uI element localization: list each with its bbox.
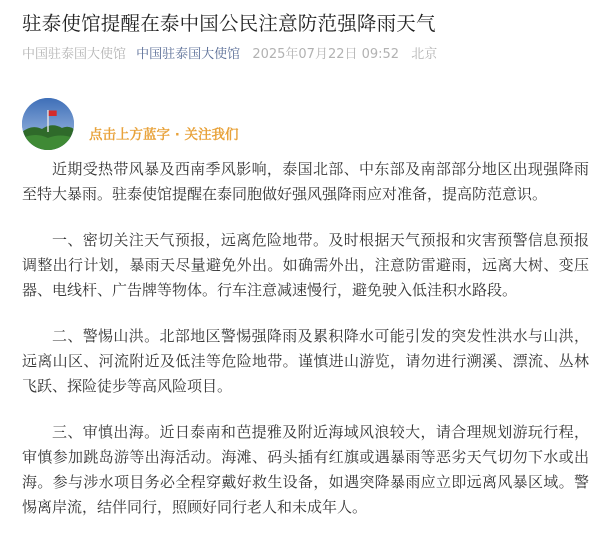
paragraph-sea-travel: 三、审慎出海。近日泰南和芭提雅及附近海域风浪较大，请合理规划游玩行程，审慎参加跳岛游等出海活动。海滩、码头插有红旗或遇暴雨等恶劣天气切勿下水或出海。参与涉水项目务必全程穿戴好救生设备，如遇突降暴雨应立即远离风暴区域。警惕离岸流，结伴同行，照顾好同行老人和未成年人。 bbox=[22, 423, 589, 516]
paragraph-intro: 近期受热带风暴及西南季风影响，泰国北部、中东部及南部部分地区出现强降雨至特大暴雨。驻泰使馆提醒在泰同胞做好强风强降雨应对准备，提高防范意识。 bbox=[22, 160, 589, 203]
article-title: 驻泰使馆提醒在泰中国公民注意防范强降雨天气 bbox=[22, 12, 436, 35]
embassy-photo-icon bbox=[22, 98, 74, 150]
account-link[interactable]: 中国驻泰国大使馆 bbox=[136, 47, 241, 62]
account-avatar[interactable] bbox=[22, 98, 74, 150]
article-meta bbox=[22, 45, 592, 65]
author-name: 中国驻泰国大使馆 bbox=[22, 47, 127, 62]
paragraph-weather-forecast: 一、密切关注天气预报，远离危险地带。及时根据天气预报和灾害预警信息预报调整出行计划，暴雨天尽量避免外出。如确需外出，注意防雷避雨，远离大树、变压器、电线杆、广告牌等物体。行车注意减速慢行，避免驶入低洼积水路段。 bbox=[22, 231, 589, 299]
paragraph-flash-flood: 二、警惕山洪。北部地区警惕强降雨及累积降水可能引发的突发性洪水与山洪，远离山区、河流附近及低洼等危险地带。谨慎进山游览，请勿进行溯溪、漂流、丛林飞跃、探险徒步等高风险项目。 bbox=[22, 327, 589, 395]
follow-prompt[interactable]: 点击上方蓝字 · 关注我们 bbox=[89, 127, 239, 143]
article-body bbox=[22, 157, 589, 541]
publish-date: 2025年07月22日 09:52 bbox=[252, 47, 400, 62]
publish-location: 北京 bbox=[411, 47, 438, 62]
